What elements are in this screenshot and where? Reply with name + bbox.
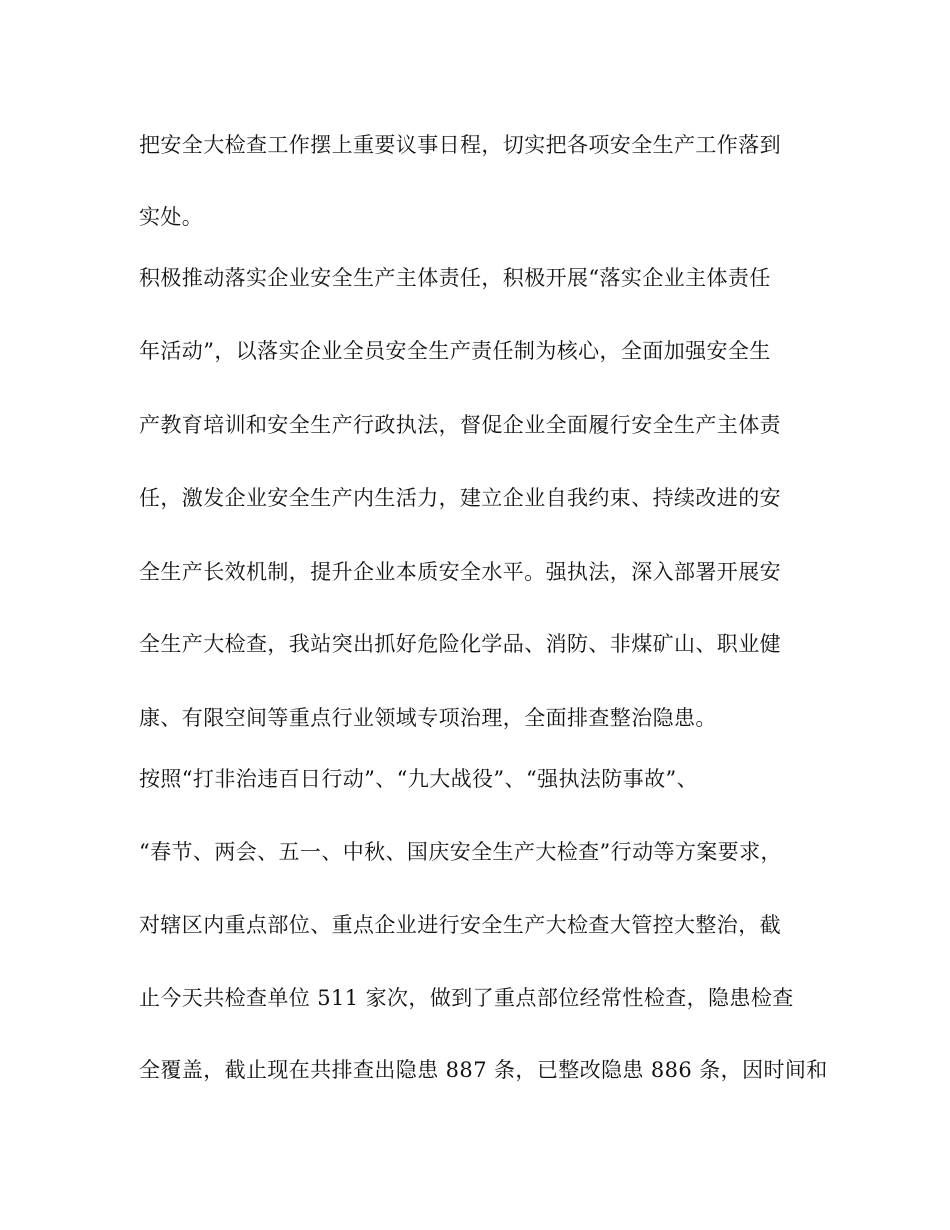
text-line-11: “春节、两会、五一、中秋、国庆安全生产大检查”行动等方案要求，: [139, 840, 782, 864]
text-line-1: 把安全大检查工作摆上重要议事日程，切实把各项安全生产工作落到: [139, 133, 781, 157]
text-line-9: 康、有限空间等重点行业领域专项治理，全面排查整治隐患。: [139, 706, 717, 730]
text-line-2: 实处。: [139, 205, 204, 229]
text-line-14: 全覆盖，截止现在共排查出隐患 887 条，已整改隐患 886 条，因时间和: [139, 1058, 828, 1082]
text-line-4: 年活动”，以落实企业全员安全生产责任制为核心，全面加强安全生: [139, 339, 771, 363]
text-line-10: 按照“打非治违百日行动”、“九大战役”、“强执法防事故”、: [139, 767, 699, 791]
text-line-5: 产教育培训和安全生产行政执法，督促企业全面履行安全生产主体责: [139, 413, 781, 437]
text-line-7: 全生产长效机制，提升企业本质安全水平。强执法，深入部署开展安: [139, 560, 781, 584]
text-line-3: 积极推动落实企业安全生产主体责任，积极开展“落实企业主体责任: [139, 266, 771, 290]
text-line-6: 任，激发企业安全生产内生活力，建立企业自我约束、持续改进的安: [139, 486, 781, 510]
text-line-12: 对辖区内重点部位、重点企业进行安全生产大检查大管控大整治，截: [139, 913, 781, 937]
text-line-13: 止今天共检查单位 511 家次，做到了重点部位经常性检查，隐患检查: [139, 986, 794, 1010]
text-line-8: 全生产大检查，我站突出抓好危险化学品、消防、非煤矿山、职业健: [139, 632, 781, 656]
